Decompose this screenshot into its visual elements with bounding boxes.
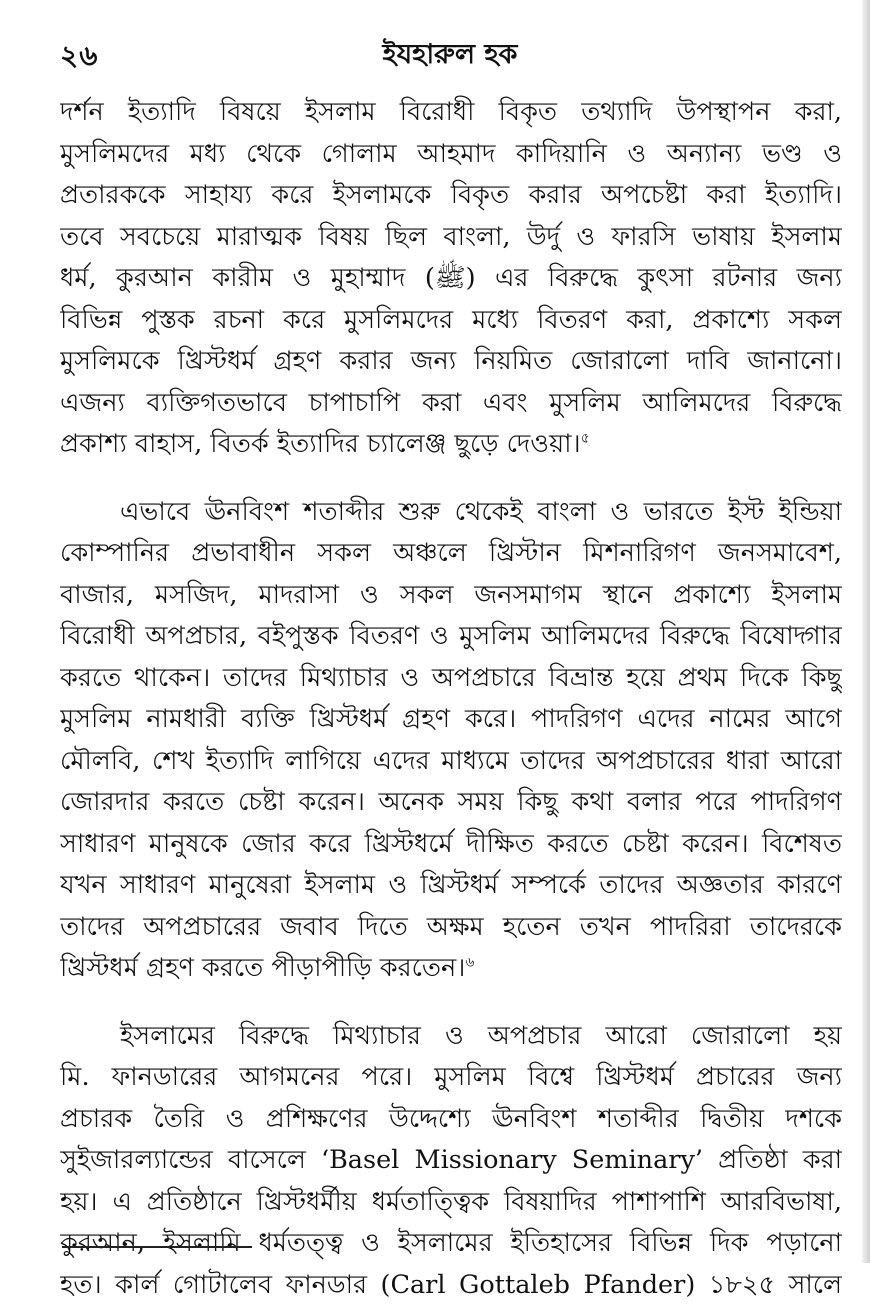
text-line: তবে সবচেয়ে মারাত্মক বিষয় ছিল বাংলা, উর্দু ও ফারসি ভাষায় ইসলাম xyxy=(60,217,842,259)
text-line: করতে থাকেন। তাদের মিথ্যাচার ও অপপ্রচারে বিভ্রান্ত হয়ে প্রথম দিকে কিছু xyxy=(60,658,842,700)
text-line-last xyxy=(60,948,842,990)
paragraph-gap xyxy=(60,990,842,1016)
paragraph-gap xyxy=(60,466,842,492)
text-line: প্রতারককে সাহায্য করে ইসলামকে বিকৃত করার অপচেষ্টা করা ইত্যাদি। xyxy=(60,175,842,217)
page-spine-shadow xyxy=(862,0,870,1263)
text-line: মুসলিম নামধারী ব্যক্তি খ্রিস্টধর্ম গ্রহণ করে। পাদরিগণ এদের নামের আগে xyxy=(60,699,842,741)
text-line: যখন সাধারণ মানুষেরা ইসলাম ও খ্রিস্টধর্ম সম্পর্কে তাদের অজ্ঞতার কারণে xyxy=(60,865,842,907)
text-line: হয়। এ প্রতিষ্ঠানে খ্রিস্টধর্মীয় ধর্মতাত্ত্বিক বিষয়াদির পাশাপাশি আরবিভাষা, xyxy=(60,1182,842,1224)
text-line: মুসলিমদের মধ্য থেকে গোলাম আহমাদ কাদিয়ানি ও অন্যান্য ভণ্ড ও xyxy=(60,134,842,176)
text-line: ইসলামের বিরুদ্ধে মিথ্যাচার ও অপপ্রচার আরো জোরালো হয় xyxy=(60,1016,842,1058)
text-line: মুসলিমকে খ্রিস্টধর্ম গ্রহণ করার জন্য নিয়মিত জোরালো দাবি জানানো। xyxy=(60,341,842,383)
text-line: বিভিন্ন পুস্তক রচনা করে মুসলিমদের মধ্যে বিতরণ করা, প্রকাশ্যে সকল xyxy=(60,300,842,342)
text-line-last xyxy=(60,424,842,466)
paragraph-1 xyxy=(60,92,842,466)
paragraph-2 xyxy=(60,492,842,990)
text-line: সুইজারল্যান্ডের বাসেলে ‘Basel Missionary Seminary’ প্রতিষ্ঠা করা xyxy=(60,1140,842,1182)
text-line: দর্শন ইত্যাদি বিষয়ে ইসলাম বিরোধী বিকৃত তথ্যাদি উপস্থাপন করা, xyxy=(60,92,842,134)
running-title: ইযহারুল হক xyxy=(60,34,840,79)
text-line-content: প্রকাশ্য বাহাস, বিতর্ক ইত্যাদির চ্যালেঞ্জ ছুড়ে দেওয়া। xyxy=(60,429,581,459)
text-line: ধর্ম, কুরআন কারীম ও মুহাম্মাদ (ﷺ) এর বিরুদ্ধে কুৎসা রটনার জন্য xyxy=(60,258,842,300)
text-line: মি. ফানডারের আগমনের পরে। মুসলিম বিশ্বে খ্রিস্টধর্ম প্রচারের জন্য xyxy=(60,1057,842,1099)
text-line: কোম্পানির প্রভাবাধীন সকল অঞ্চলে খ্রিস্টান মিশনারিগণ জনসমাবেশ, xyxy=(60,533,842,575)
text-line: প্রচারক তৈরি ও প্রশিক্ষণের উদ্দেশ্যে ঊনবিংশ শতাব্দীর দ্বিতীয় দশকে xyxy=(60,1099,842,1141)
text-line: এজন্য ব্যক্তিগতভাবে চাপাচাপি করা এবং মুসলিম আলিমদের বিরুদ্ধে xyxy=(60,383,842,425)
text-line: বাজার, মসজিদ, মাদরাসা ও সকল জনসমাগম স্থানে প্রকাশ্যে ইসলাম xyxy=(60,575,842,617)
text-line-content: খ্রিস্টধর্ম গ্রহণ করতে পীড়াপীড়ি করতেন। xyxy=(60,953,465,983)
footnote-divider xyxy=(62,1246,252,1248)
footnote-marker: ৫ xyxy=(581,431,590,447)
text-line: জোরদার করতে চেষ্টা করেন। অনেক সময় কিছু কথা বলার পরে পাদরিগণ xyxy=(60,782,842,824)
page-number: ২৬ xyxy=(60,34,98,81)
text-line: মৌলবি, শেখ ইত্যাদি লাগিয়ে এদের মাধ্যমে তাদের অপপ্রচারের ধারা আরো xyxy=(60,741,842,783)
body-text xyxy=(60,92,842,1306)
text-line: তাদের অপপ্রচারের জবাব দিতে অক্ষম হতেন তখন পাদরিরা তাদেরকে xyxy=(60,907,842,949)
text-line: কুরআন, ইসলামি ধর্মতত্ত্ব ও ইসলামের ইতিহাসের বিভিন্ন দিক পড়ানো xyxy=(60,1223,842,1265)
paragraph-3 xyxy=(60,1016,842,1306)
text-line: এভাবে ঊনবিংশ শতাব্দীর শুরু থেকেই বাংলা ও ভারতে ইস্ট ইন্ডিয়া xyxy=(60,492,842,534)
footnote-marker: ৬ xyxy=(465,955,474,971)
text-line: হত। কার্ল গোটালেব ফানডার (Carl Gottaleb Pfander) ১৮২৫ সালে xyxy=(60,1265,842,1306)
page-header xyxy=(60,30,840,74)
text-line: বিরোধী অপপ্রচার, বইপুস্তক বিতরণ ও মুসলিম আলিমদের বিরুদ্ধে বিষোদ্গার xyxy=(60,616,842,658)
text-line: সাধারণ মানুষকে জোর করে খ্রিস্টধর্মে দীক্ষিত করতে চেষ্টা করেন। বিশেষত xyxy=(60,824,842,866)
